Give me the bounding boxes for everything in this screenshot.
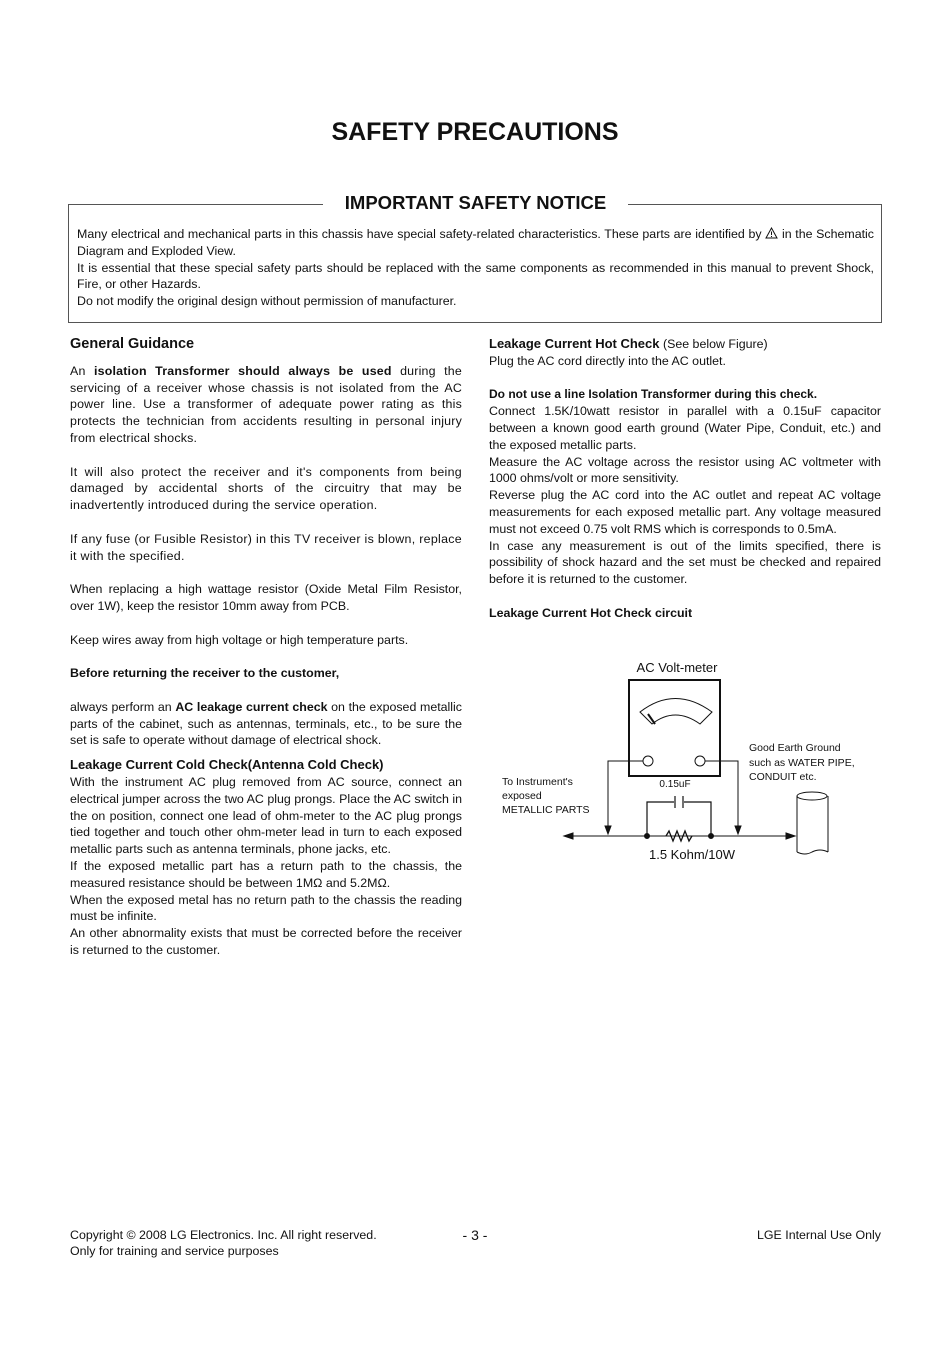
- hot-warning: Do not use a line Isolation Transformer during this check.: [489, 387, 818, 402]
- before-returning-heading: Before returning the receiver to the customer,: [70, 666, 340, 681]
- meter-needle: [648, 714, 655, 724]
- guidance-p5: Keep wires away from high voltage or high temperature parts.: [70, 632, 409, 647]
- training-note: Only for training and service purposes: [70, 1244, 279, 1258]
- guidance-p4: When replacing a high wattage resistor (Oxide Metal Film Resistor, over 1W), keep the resistor 10mm away from PCB.: [70, 582, 462, 613]
- right-label-1: Good Earth Ground: [749, 742, 841, 754]
- cold-p3: When the exposed metal has no return path to the chassis the reading must be infinite.: [70, 892, 462, 924]
- right-label-3: CONDUIT etc.: [749, 771, 817, 783]
- notice-p2: It is essential that these special safety parts should be replaced with the same components as recommended in this manual to prevent Shock, Fire, or other Hazards.: [77, 260, 874, 292]
- left-label-1: To Instrument's: [502, 776, 573, 788]
- hot-p1: Plug the AC cord directly into the AC outlet.: [489, 353, 726, 368]
- circuit-heading: Leakage Current Hot Check circuit: [489, 605, 693, 620]
- copyright: Copyright © 2008 LG Electronics. Inc. All right reserved.: [70, 1228, 377, 1242]
- meter-scale: [640, 699, 712, 725]
- capacitor: [647, 796, 711, 836]
- water-pipe-icon: [797, 792, 828, 854]
- left-label-3: METALLIC PARTS: [502, 804, 590, 816]
- lead-left: [608, 761, 643, 828]
- hot-check-heading: Leakage Current Hot Check (See below Figure): [489, 336, 768, 351]
- cold-p1: With the instrument AC plug removed from AC source, connect an electrical jumper across the two AC plug prongs. Place the AC switch in the on position, connect one lead of ohm-meter to the AC plug prongs tied together and touch other ohm-meter lead in turn to each exposed metallic parts such as antenna terminals, phone jacks, etc.: [70, 774, 462, 857]
- res-label: 1.5 Kohm/10W: [649, 847, 735, 862]
- terminal-left: [643, 756, 653, 766]
- hot-p4: Reverse plug the AC cord into the AC outlet and repeat AC voltage measurements for each exposed metallic part. Any voltage measured must not exceed 0.75 volt RMS which is corresponds to 0.5mA.: [489, 488, 881, 536]
- notice-heading: IMPORTANT SAFETY NOTICE: [323, 191, 628, 215]
- notice-p1-end: in the Schematic Diagram and Exploded View.: [77, 227, 874, 258]
- footer-left: [70, 1227, 377, 1259]
- guidance-p3: If any fuse (or Fusible Resistor) in this TV receiver is blown, replace it with the specified.: [70, 531, 462, 563]
- cold-check-heading: Leakage Current Cold Check(Antenna Cold Check): [70, 757, 384, 773]
- guidance-p6: always perform an AC leakage current check on the exposed metallic parts of the cabinet, such as antennas, terminals, etc., to be sure the set is safe to operate without damage of electrical shock.: [70, 699, 462, 748]
- hot-p3: Measure the AC voltage across the resistor using AC voltmeter with 1000 ohms/volt or more sensitivity.: [489, 454, 881, 486]
- internal-use: LGE Internal Use Only: [757, 1228, 881, 1242]
- voltmeter-label: AC Volt-meter: [636, 660, 718, 675]
- page-title: SAFETY PRECAUTIONS: [331, 118, 619, 146]
- right-label-2: such as WATER PIPE,: [749, 757, 855, 769]
- left-label-2: exposed: [502, 790, 542, 802]
- cap-label: 0.15uF: [659, 779, 691, 790]
- hot-p5: In case any measurement is out of the limits specified, there is possibility of shock hazard and the set must be checked and repaired before it is returned to the customer.: [489, 538, 881, 587]
- hot-p2: Connect 1.5K/10watt resistor in parallel with a 0.15uF capacitor between a known good earth ground (Water Pipe, Conduit, etc.) and the exposed metallic parts.: [489, 404, 881, 452]
- notice-p1: Many electrical and mechanical parts in this chassis have special safety-related characteristics. These parts are identified by: [77, 227, 766, 241]
- cold-p4: An other abnormality exists that must be corrected before the receiver is returned to the customer.: [70, 926, 462, 957]
- guidance-p2: It will also protect the receiver and it's components from being damaged by accidental shorts of the circuitry that may be inadvertently introduced during the service operation.: [70, 464, 462, 513]
- page-number: - 3 -: [462, 1227, 488, 1243]
- general-guidance-heading: General Guidance: [70, 336, 195, 352]
- lead-right: [705, 761, 738, 828]
- cold-p2: If the exposed metallic part has a return path to the chassis, the measured resistance should be between 1MΩ and 5.2MΩ.: [70, 858, 462, 890]
- guidance-p1: An isolation Transformer should always be used during the servicing of a receiver whose chassis is not isolated from the AC power line. Use a transformer of adequate power rating as this protects the technician from accidents resulting in personal injury from electrical shocks.: [70, 363, 462, 445]
- terminal-right: [695, 756, 705, 766]
- notice-p3: Do not modify the original design without permission of manufacturer.: [77, 294, 457, 309]
